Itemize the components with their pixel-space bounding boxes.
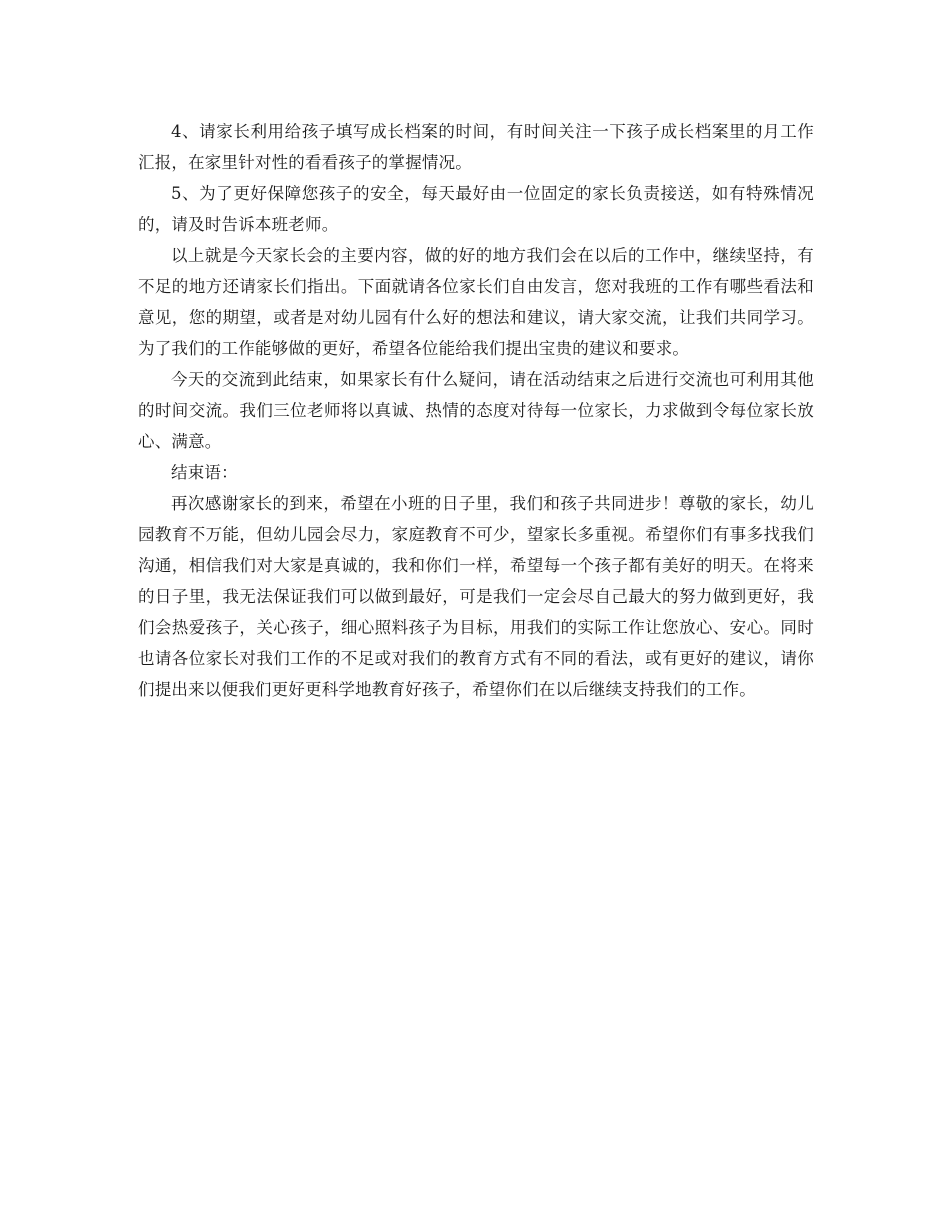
paragraph-closing-remarks: 再次感谢家长的到来，希望在小班的日子里，我们和孩子共同进步！尊敬的家长，幼儿园教育不万能，但幼儿园会尽力，家庭教育不可少，望家长多重视。希望你们有事多找我们沟通，相信我们对大家是真诚的，我和你们一样，希望每一个孩子都有美好的明天。在将来的日子里，我无法保证我们可以做到最好，可是我们一定会尽自己最大的努力做到更好，我们会热爱孩子，关心孩子，细心照料孩子为目标，用我们的实际工作让您放心、安心。同时也请各位家长对我们工作的不足或对我们的教育方式有不同的看法，或有更好的建议，请你们提出来以便我们更好更科学地教育好孩子，希望你们在以后继续支持我们的工作。 bbox=[138, 494, 814, 699]
document-body bbox=[138, 116, 814, 705]
closing-remarks-heading: 结束语： bbox=[171, 463, 238, 482]
paragraph-summary: 以上就是今天家长会的主要内容，做的好的地方我们会在以后的工作中，继续坚持，有不足的地方还请家长们指出。下面就请各位家长们自由发言，您对我班的工作有哪些看法和意见，您的期望，或者是对幼儿园有什么好的想法和建议，请大家交流，让我们共同学习。 为了我们的工作能够做的更好，希望各位能给我们提出宝贵的建议和要求。 bbox=[138, 246, 814, 358]
paragraph-item-4: 4、请家长利用给孩子填写成长档案的时间，有时间关注一下孩子成长档案里的月工作汇报，在家里针对性的看看孩子的掌握情况。 bbox=[138, 122, 814, 172]
paragraph-closing-exchange: 今天的交流到此结束，如果家长有什么疑问，请在活动结束之后进行交流也可利用其他的时间交流。我们三位老师将以真诚、热情的态度对待每一位家长，力求做到令每位家长放心、满意。 bbox=[138, 370, 814, 451]
paragraph-item-5: 5、为了更好保障您孩子的安全，每天最好由一位固定的家长负责接送，如有特殊情况的，请及时告诉本班老师。 bbox=[138, 184, 814, 234]
